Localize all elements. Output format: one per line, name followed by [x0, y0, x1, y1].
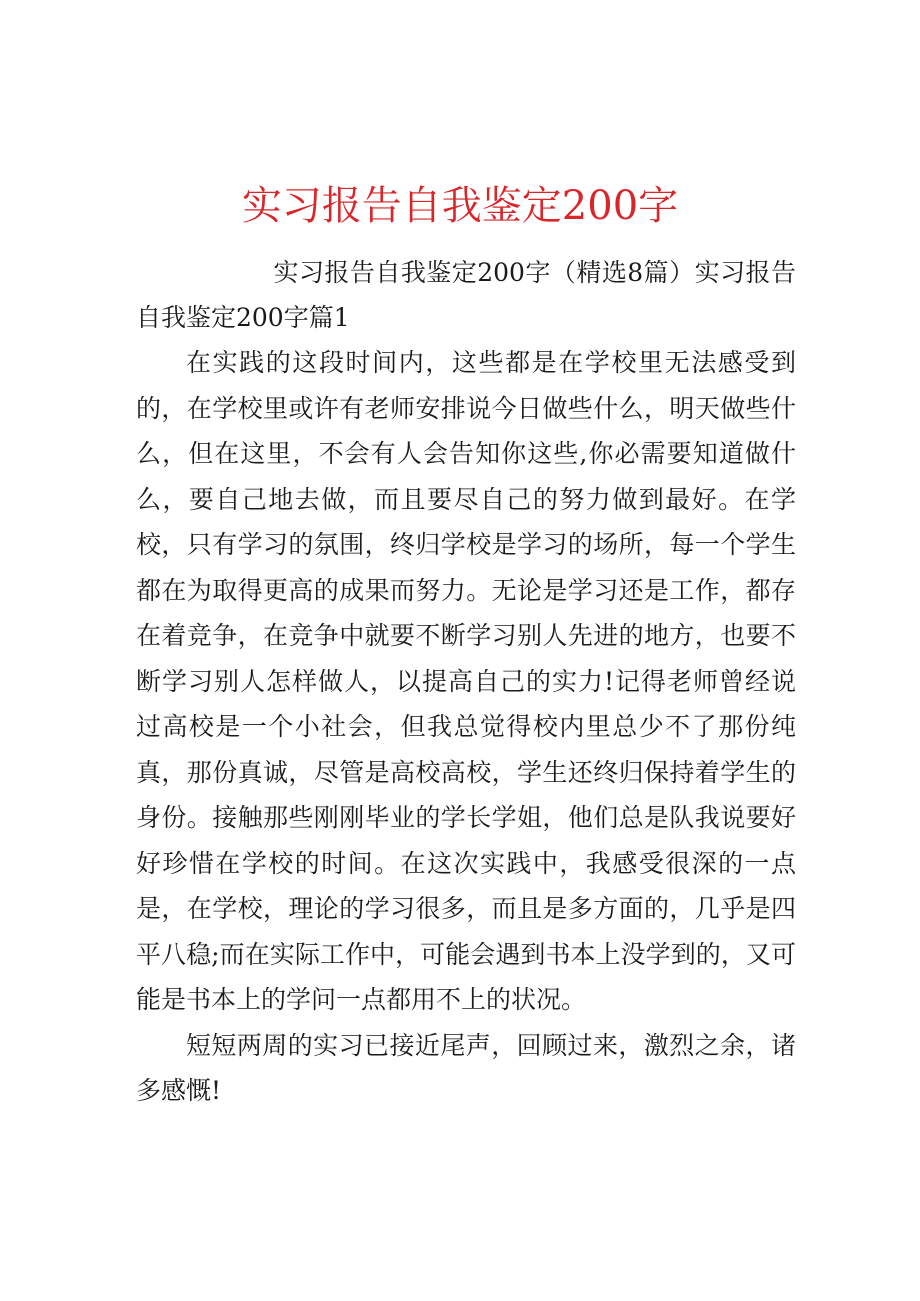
document-body — [136, 250, 796, 1114]
body-paragraph-2: 短短两周的实习已接近尾声，回顾过来，激烈之余，诸多感慨! — [136, 1030, 796, 1105]
body-paragraph-1: 在实践的这段时间内，这些都是在学校里无法感受到的，在学校里或许有老师安排说今日做些什么，明天做些什么，但在这里，不会有人会告知你这些,你必需要知道做什么，要自己地去做，而且要尽自己的努力做到最好。在学校，只有学习的氛围，终归学校是学习的场所，每一个学生都在为取得更高的成果而努力。无论是学习还是工作，都存在着竞争，在竞争中就要不断学习别人先进的地方，也要不断学习别人怎样做人，以提高自己的实力!记得老师曾经说过高校是一个小社会，但我总觉得校内里总少不了那份纯真，那份真诚，尽管是高校高校，学生还终归保持着学生的身份。接触那些刚刚毕业的学长学姐，他们总是队我说要好好珍惜在学校的时间。在这次实践中，我感受很深的一点是，在学校，理论的学习很多，而且是多方面的，几乎是四平八稳;而在实际工作中，可能会遇到书本上没学到的，又可能是书本上的学问一点都用不上的状况。 — [136, 348, 796, 1014]
document-subtitle: 实习报告自我鉴定200字（精选8篇）实习报告自我鉴定200字篇1 — [136, 258, 796, 332]
document-title: 实习报告自我鉴定200字 — [241, 183, 679, 229]
